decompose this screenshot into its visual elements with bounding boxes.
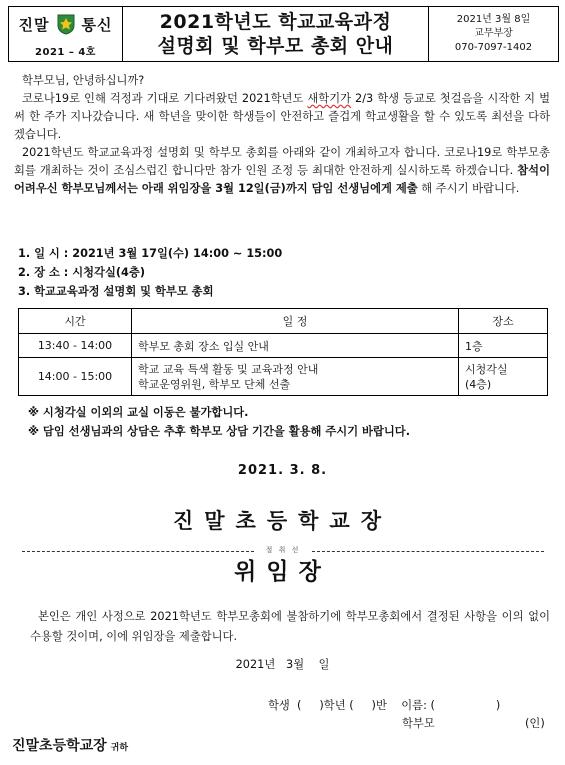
- schedule-header-row: [19, 309, 548, 334]
- intro-text: [14, 72, 550, 198]
- deadline-notice: 참석이 어려우신 학부모님께서는 아래 위임장을 3월 12일(금)까지 담임 선생님에게 제출: [14, 164, 550, 195]
- school-emblem-icon: [56, 13, 76, 35]
- greeting: 학부모님, 안녕하십니까?: [22, 74, 145, 87]
- intro-p2-text-a: 2021학년도 학교교육과정 설명회 및 학부모 총회를 아래와 같이 개최하고자 합니다. 코로나19로 학부모총회를 개최하는 것이 조심스럽긴 합니다만 참가 인원 조정 등 최대한 안전하게 실시하도록 하겠습니다.: [14, 146, 550, 177]
- row-place: 1층: [459, 334, 548, 358]
- phone-number: 070-7097-1402: [454, 42, 533, 53]
- title-line-2: 설명회 및 학부모 총회 안내: [157, 35, 394, 57]
- intro-paragraph-2: [14, 144, 550, 198]
- row-event: 학부모 총회 장소 입실 안내: [132, 334, 459, 358]
- proxy-form-title: 위임장: [234, 559, 331, 585]
- masthead-title-right: 통신: [81, 15, 113, 34]
- intro-p1-text-b: 새학기가: [307, 92, 352, 105]
- publisher-info: [429, 7, 558, 61]
- intro-paragraph-1: [14, 90, 550, 144]
- row-event: 학교 교육 특색 활동 및 교육과정 안내 학교운영위원, 학부모 단체 선출: [132, 358, 459, 396]
- header-time: 시간: [19, 309, 132, 334]
- masthead-title-left: 진말: [18, 15, 50, 34]
- proxy-statement: 본인은 개인 사정으로 2021학년도 학부모총회에 불참하기에 학부모총회에서 결정된 사항을 이의 없이 수용할 것이며, 이에 위임장을 제출합니다.: [30, 610, 550, 643]
- addressee-name: 진말초등학교장: [12, 738, 107, 754]
- intro-p1-text-a: 코로나19로 인해 걱정과 기대로 기다려왔던 2021학년도: [22, 92, 308, 105]
- honorific: 귀하: [110, 743, 129, 753]
- issue-date: 2021. 3. 8.: [237, 463, 328, 478]
- principal-signature: 진말초등학교장: [172, 509, 392, 533]
- cut-line-label: 절 취 선: [265, 546, 301, 554]
- issue-number: 2021 – 4호: [35, 47, 96, 58]
- note-item: ※ 담임 선생님과의 상담은 추후 학부모 상담 기간을 활용해 주시기 바랍니다.: [28, 425, 410, 438]
- header-place: 장소: [459, 309, 548, 334]
- publish-date: 2021년 3월 8일: [456, 14, 531, 25]
- proxy-addressee: [12, 735, 128, 755]
- event-place: 2. 장 소 : 시청각실(4층): [18, 266, 145, 279]
- event-program: 3. 학교교육과정 설명회 및 학부모 총회: [18, 285, 214, 298]
- masthead: [9, 7, 123, 61]
- notice-title: [123, 7, 429, 61]
- student-info-line: 학생 ( )학년 ( )반 이름: ( ): [268, 699, 501, 712]
- newsletter-header: [8, 6, 559, 62]
- title-line-1: 2021학년도 학교교육과정: [159, 11, 392, 33]
- table-row: [19, 334, 548, 358]
- parent-label: 학부모: [402, 717, 435, 730]
- intro-p2-text-end: 해 주시기 바랍니다.: [417, 182, 520, 195]
- header-event: 일 정: [132, 309, 459, 334]
- note-item: ※ 시청각실 이외의 교실 이동은 불가합니다.: [28, 406, 249, 419]
- department: 교무부장: [474, 28, 513, 39]
- event-details: [18, 244, 282, 301]
- notes: [28, 403, 410, 441]
- table-row: [19, 358, 548, 396]
- row-time: 13:40 - 14:00: [19, 334, 132, 358]
- intro-p1-text-c: 2/3 학생 등교로 첫걸음을 시작한 지 벌써 한 주가 지나갔습니다. 새 학년을 맞이한 학생들이 안전하고 즐겁게 학교생활을 할 수 있도록 최선을 다하겠습니다.: [14, 92, 550, 141]
- seal-mark: (인): [525, 717, 545, 730]
- proxy-date: 2021년 3월 일: [235, 658, 330, 671]
- row-place: 시청각실 (4층): [459, 358, 548, 396]
- schedule-table: [18, 308, 548, 396]
- event-date: 1. 일 시 : 2021년 3월 17일(수) 14:00 ~ 15:00: [18, 247, 283, 260]
- row-time: 14:00 - 15:00: [19, 358, 132, 396]
